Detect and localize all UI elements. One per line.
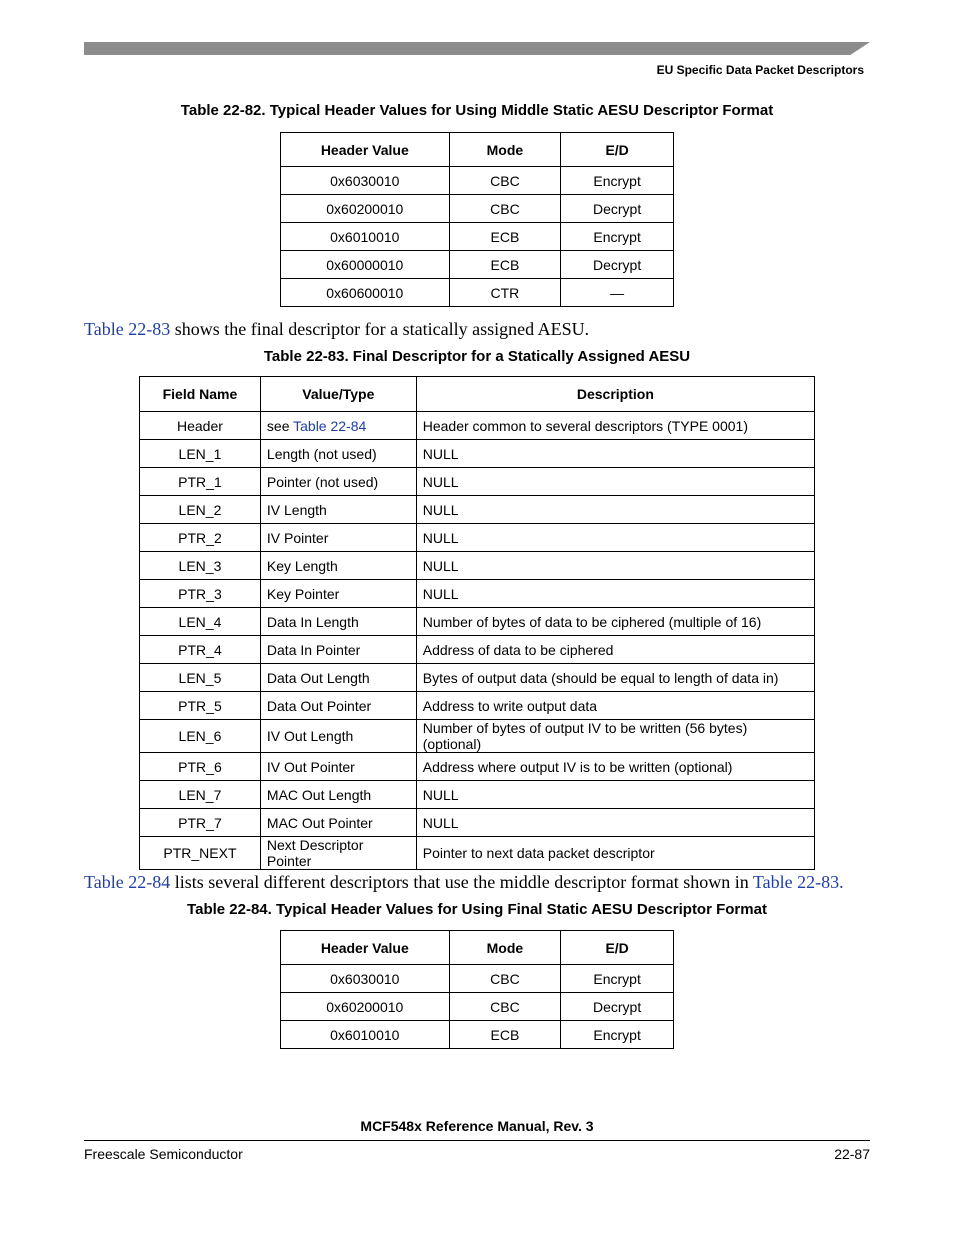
column-header: Value/Type <box>260 377 416 412</box>
table-cell: Number of bytes of output IV to be written (56 bytes) (optional) <box>416 720 814 753</box>
table-cell: 0x6010010 <box>281 223 450 251</box>
table-83 <box>139 376 815 870</box>
table-row <box>140 580 815 608</box>
table-cell: IV Pointer <box>260 524 416 552</box>
table-cell: Decrypt <box>561 993 674 1021</box>
table-22-84-link[interactable]: Table 22-84 <box>84 872 171 892</box>
header-bar <box>84 42 870 55</box>
table-cell: 0x6030010 <box>281 965 450 993</box>
table-cell: PTR_3 <box>140 580 261 608</box>
table-cell: Address where output IV is to be written (optional) <box>416 753 814 781</box>
table-cell: LEN_3 <box>140 552 261 580</box>
table-row <box>281 167 674 195</box>
table-cell: PTR_1 <box>140 468 261 496</box>
table-cell: NULL <box>416 781 814 809</box>
table-cell: Pointer (not used) <box>260 468 416 496</box>
table-cell: Data Out Length <box>260 664 416 692</box>
field-name-cell: Header <box>140 412 261 440</box>
table-row <box>140 781 815 809</box>
table-22-83-link[interactable]: Table 22-83 <box>752 872 840 892</box>
table-cell: 0x6030010 <box>281 167 450 195</box>
table-row <box>281 993 674 1021</box>
paragraph-end: . <box>839 872 844 892</box>
table-cell: IV Out Length <box>260 720 416 753</box>
section-title: EU Specific Data Packet Descriptors <box>656 63 864 77</box>
table-row <box>140 753 815 781</box>
table-cell: Encrypt <box>561 965 674 993</box>
table-cell: Key Length <box>260 552 416 580</box>
table-cell: Data Out Pointer <box>260 692 416 720</box>
table-cell: CBC <box>449 195 561 223</box>
table-cell: Encrypt <box>561 1021 674 1049</box>
table-cell: ECB <box>449 1021 561 1049</box>
table-cell: — <box>561 279 674 307</box>
table-22-83-link[interactable]: Table 22-83 <box>84 319 171 339</box>
paragraph-text: lists several different descriptors that use the middle descriptor format shown in <box>170 872 753 892</box>
table-row <box>140 837 815 870</box>
page-number: 22-87 <box>834 1146 870 1162</box>
table-row <box>140 720 815 753</box>
table-row <box>281 195 674 223</box>
table-cell: Address to write output data <box>416 692 814 720</box>
table-cell: 0x60600010 <box>281 279 450 307</box>
table-row <box>140 440 815 468</box>
column-header: E/D <box>561 931 674 965</box>
table-cell: PTR_NEXT <box>140 837 261 870</box>
table-row <box>281 251 674 279</box>
column-header: Header Value <box>281 133 450 167</box>
table-cell: Address of data to be ciphered <box>416 636 814 664</box>
table-row <box>140 468 815 496</box>
table-cell: IV Out Pointer <box>260 753 416 781</box>
table-row <box>140 552 815 580</box>
table-cell: LEN_2 <box>140 496 261 524</box>
company-name: Freescale Semiconductor <box>84 1146 243 1162</box>
table-cell: PTR_2 <box>140 524 261 552</box>
table-row <box>140 664 815 692</box>
table-cell: NULL <box>416 580 814 608</box>
table-cell: NULL <box>416 552 814 580</box>
table-cell: NULL <box>416 524 814 552</box>
table-cell: PTR_6 <box>140 753 261 781</box>
table-82-caption: Table 22-82. Typical Header Values for Using Middle Static AESU Descriptor Format <box>180 102 774 119</box>
table-cell: MAC Out Length <box>260 781 416 809</box>
table-row <box>140 692 815 720</box>
table-row <box>140 496 815 524</box>
value-type-cell <box>260 412 416 440</box>
table-row <box>140 524 815 552</box>
table-cell: CBC <box>449 993 561 1021</box>
table-row <box>140 412 815 440</box>
table-cell: NULL <box>416 468 814 496</box>
table-83-caption: Table 22-83. Final Descriptor for a Statically Assigned AESU <box>263 348 691 365</box>
table-22-84-link[interactable]: Table 22-84 <box>293 417 367 434</box>
table-cell: PTR_5 <box>140 692 261 720</box>
table-82 <box>280 132 674 307</box>
table-cell: 0x60200010 <box>281 993 450 1021</box>
table-cell: LEN_5 <box>140 664 261 692</box>
table-cell: IV Length <box>260 496 416 524</box>
table-cell: LEN_7 <box>140 781 261 809</box>
table-row <box>281 965 674 993</box>
table-row <box>281 223 674 251</box>
table-cell: NULL <box>416 809 814 837</box>
table-cell: CBC <box>449 167 561 195</box>
paragraph-1 <box>84 319 884 340</box>
table-row <box>140 608 815 636</box>
table-row <box>140 809 815 837</box>
footer-divider <box>84 1140 870 1141</box>
table-cell: ECB <box>449 251 561 279</box>
table-84 <box>280 930 674 1049</box>
table-cell: NULL <box>416 440 814 468</box>
table-cell: Length (not used) <box>260 440 416 468</box>
table-cell: Bytes of output data (should be equal to length of data in) <box>416 664 814 692</box>
table-cell: Encrypt <box>561 167 674 195</box>
table-cell: CTR <box>449 279 561 307</box>
value-prefix: see <box>266 417 294 434</box>
table-cell: Data In Length <box>260 608 416 636</box>
table-cell: CBC <box>449 965 561 993</box>
table-cell: LEN_1 <box>140 440 261 468</box>
table-cell: Next Descriptor Pointer <box>260 837 416 870</box>
table-row <box>281 1021 674 1049</box>
table-84-caption: Table 22-84. Typical Header Values for Using Final Static AESU Descriptor Format <box>187 901 767 918</box>
table-cell: 0x6010010 <box>281 1021 450 1049</box>
table-cell: Key Pointer <box>260 580 416 608</box>
table-cell: Pointer to next data packet descriptor <box>416 837 814 870</box>
description-cell: Header common to several descriptors (TYPE 0001) <box>416 412 814 440</box>
table-cell: PTR_7 <box>140 809 261 837</box>
table-cell: Number of bytes of data to be ciphered (multiple of 16) <box>416 608 814 636</box>
table-cell: Decrypt <box>561 195 674 223</box>
manual-title: MCF548x Reference Manual, Rev. 3 <box>360 1118 594 1134</box>
table-cell: PTR_4 <box>140 636 261 664</box>
table-cell: Decrypt <box>561 251 674 279</box>
table-cell: NULL <box>416 496 814 524</box>
paragraph-text: shows the final descriptor for a statically assigned AESU. <box>170 319 590 339</box>
table-cell: LEN_6 <box>140 720 261 753</box>
table-cell: ECB <box>449 223 561 251</box>
column-header: Mode <box>449 133 561 167</box>
table-cell: MAC Out Pointer <box>260 809 416 837</box>
column-header: Mode <box>449 931 561 965</box>
table-cell: 0x60000010 <box>281 251 450 279</box>
column-header: Description <box>416 377 814 412</box>
column-header: Header Value <box>281 931 450 965</box>
column-header: Field Name <box>140 377 261 412</box>
table-row <box>140 636 815 664</box>
table-row <box>281 279 674 307</box>
table-cell: 0x60200010 <box>281 195 450 223</box>
table-cell: Encrypt <box>561 223 674 251</box>
column-header: E/D <box>561 133 674 167</box>
table-cell: Data In Pointer <box>260 636 416 664</box>
table-cell: LEN_4 <box>140 608 261 636</box>
paragraph-2 <box>84 872 884 893</box>
